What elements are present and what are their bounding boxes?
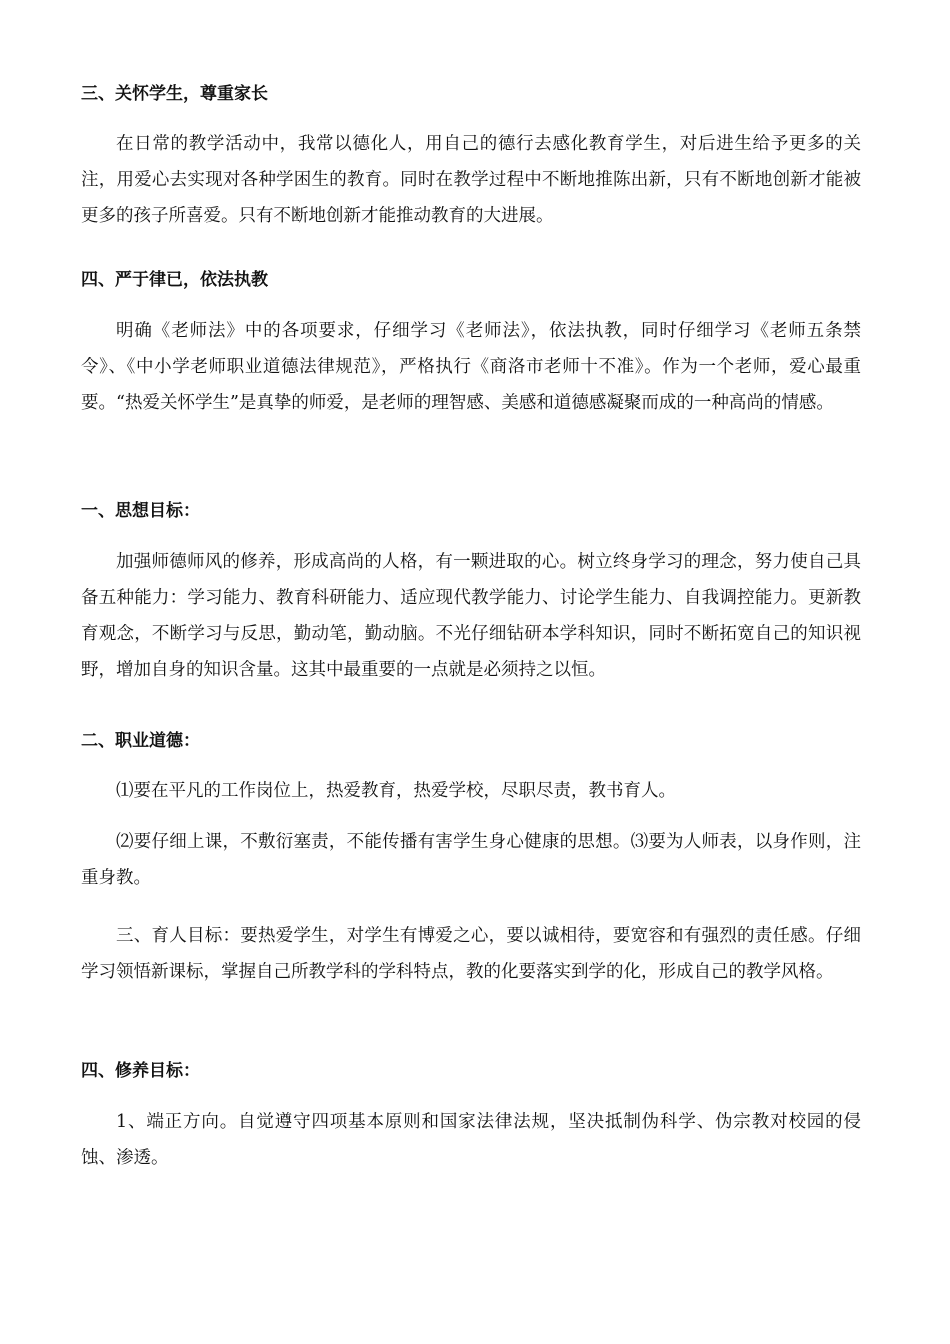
section-heading-thought-goals: 一、思想目标：	[81, 501, 200, 521]
paragraph-self-discipline: 明确《老师法》中的各项要求，仔细学习《老师法》，依法执教，同时仔细学习《老师五条禁令》、《中小学老师职业道德法律规范》，严格执行《商洛市老师十不准》。作为一个老师，爱心最重要。“热爱关怀学生”是真挚的师爱，是老师的理智感、美感和道德感凝聚而成的一种高尚的情感。	[81, 321, 861, 413]
paragraph-thought-goals: 加强师德师风的修养，形成高尚的人格，有一颗进取的心。树立终身学习的理念，努力使自己具备五种能力：学习能力、教育科研能力、适应现代教学能力、讨论学生能力、自我调控能力。更新教育观念，不断学习与反思，勤动笔，勤动脑。不光仔细钻研本学科知识，同时不断拓宽自己的知识视野，增加自身的知识含量。这其中最重要的一点就是必须持之以恒。	[81, 552, 861, 680]
paragraph-ethics-item-2: ⑵要仔细上课，不敷衍塞责，不能传播有害学生身心健康的思想。⑶要为人师表，以身作则，注重身教。	[81, 832, 861, 888]
section-heading-cultivation-goals: 四、修养目标：	[81, 1061, 200, 1081]
section-heading-professional-ethics: 二、职业道德：	[81, 731, 200, 751]
paragraph-care-students: 在日常的教学活动中，我常以德化人，用自己的德行去感化教育学生，对后进生给予更多的关注，用爱心去实现对各种学困生的教育。同时在教学过程中不断地推陈出新，只有不断地创新才能被更多的孩子所喜爱。只有不断地创新才能推动教育的大进展。	[81, 134, 861, 226]
paragraph-cultivation-item-1: 1、端正方向。自觉遵守四项基本原则和国家法律法规，坚决抵制伪科学、伪宗教对校园的侵蚀、渗透。	[81, 1112, 861, 1168]
section-heading-self-discipline: 四、严于律已，依法执教	[81, 270, 268, 290]
paragraph-education-goals: 三、育人目标：要热爱学生，对学生有博爱之心，要以诚相待，要宽容和有强烈的责任感。仔细学习领悟新课标，掌握自己所教学科的学科特点，教的化要落实到学的化，形成自己的教学风格。	[81, 926, 861, 982]
paragraph-ethics-item-1: ⑴要在平凡的工作岗位上，热爱教育，热爱学校，尽职尽责，教书育人。	[116, 781, 676, 801]
section-heading-care-students: 三、关怀学生，尊重家长	[81, 84, 268, 104]
